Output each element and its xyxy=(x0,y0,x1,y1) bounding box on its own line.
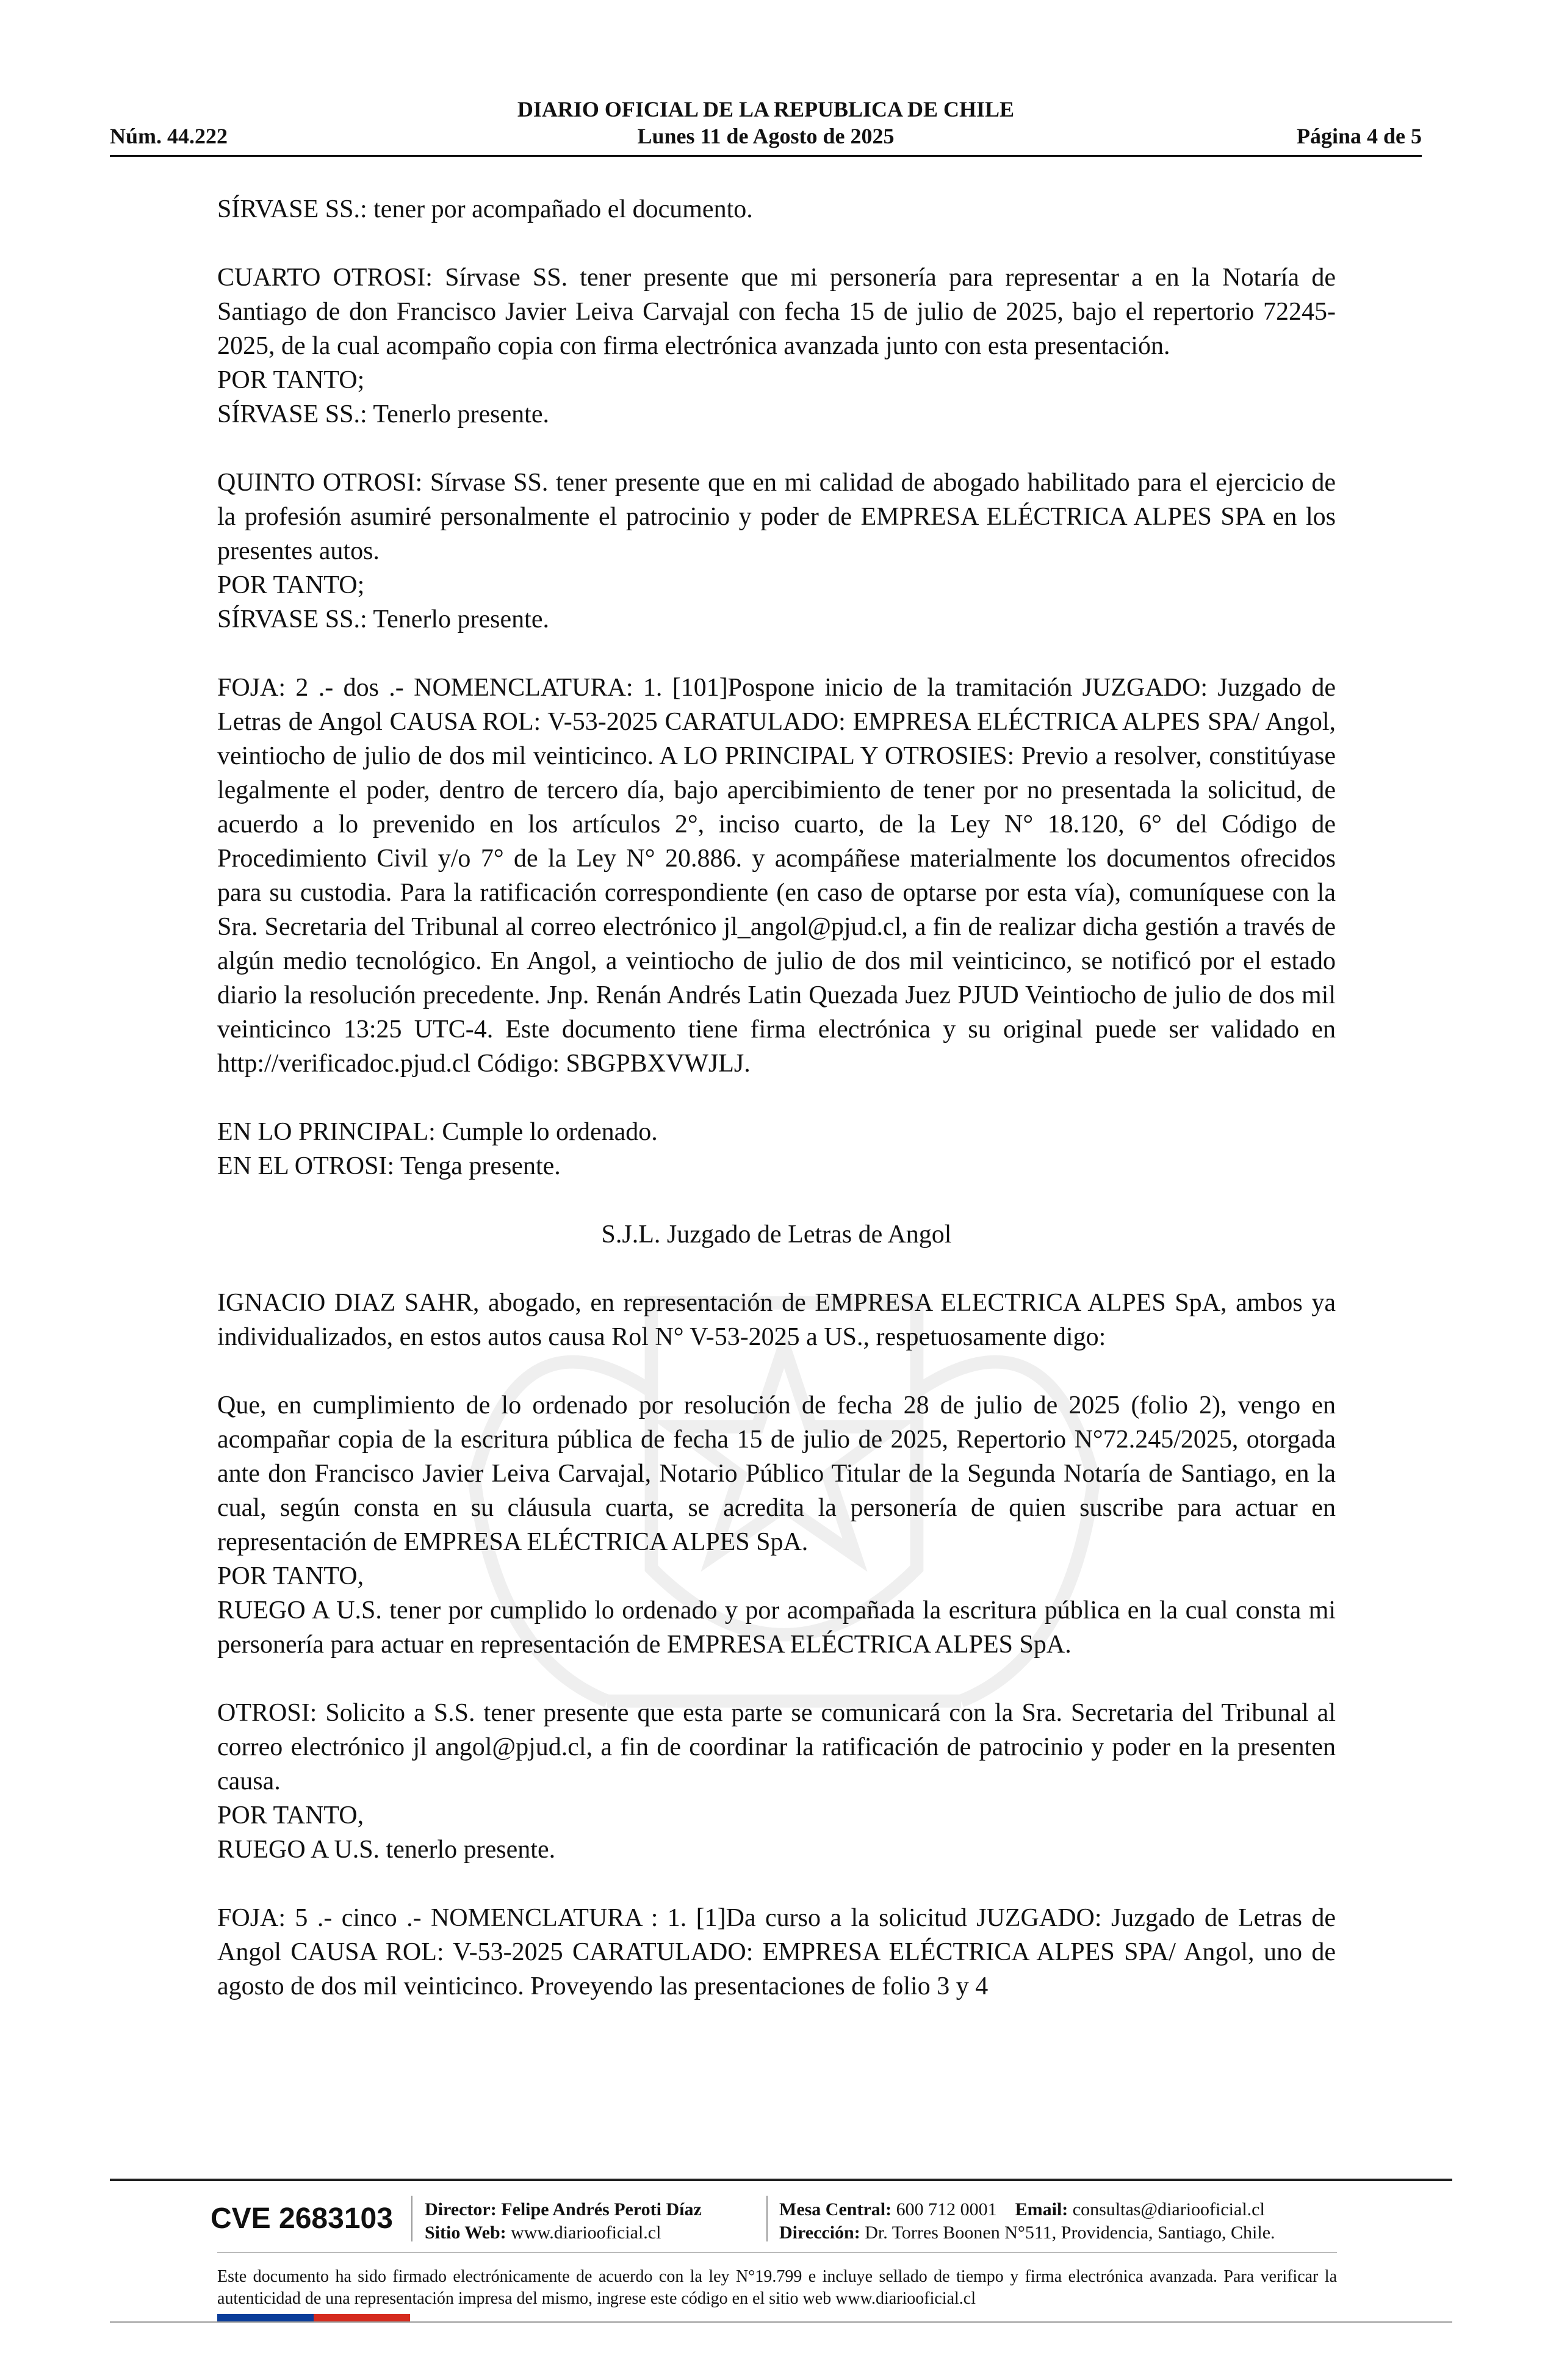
page-header xyxy=(110,92,1422,159)
paragraph-line: SÍRVASE SS.: Tenerlo presente. xyxy=(217,400,549,428)
paragraph xyxy=(217,1115,1336,1183)
paragraph-line: IGNACIO DIAZ SAHR, abogado, en representación de EMPRESA ELECTRICA ALPES SpA, ambos ya individualizados, en estos autos causa Rol N° V-53-2025 a US., respetuosamente digo: xyxy=(217,1289,1336,1351)
footer-mid-rule xyxy=(217,2252,1337,2253)
page-footer xyxy=(110,2179,1452,2337)
paragraph-line: POR TANTO, xyxy=(217,1801,364,1830)
paragraph-line: S.J.L. Juzgado de Letras de Angol xyxy=(601,1221,952,1249)
paragraph xyxy=(217,1286,1336,1354)
mesa-phone: 600 712 0001 xyxy=(896,2199,997,2220)
site-label: Sitio Web: xyxy=(425,2223,506,2243)
cve-code: CVE 2683103 xyxy=(211,2202,393,2235)
director-name: Felipe Andrés Peroti Díaz xyxy=(501,2199,702,2220)
paragraph-line: QUINTO OTROSI: Sírvase SS. tener presente que en mi calidad de abogado habilitado para el ejercicio de la profesión asumiré personalmente el patrocinio y poder de EMPRESA ELÉCTRICA ALPES SPA en los presentes autos. xyxy=(217,469,1336,565)
paragraph-line: SÍRVASE SS.: Tenerlo presente. xyxy=(217,605,549,633)
paragraph-line: CUARTO OTROSI: Sírvase SS. tener presente que mi personería para representar a en la Notaría de Santiago de don Francisco Javier Leiva Carvajal con fecha 15 de julio de 2025, bajo el repertorio 72245-2025, de la cual acompaño copia con firma electrónica avanzada junto con esta presentación. xyxy=(217,264,1336,360)
footer-bottom-rule xyxy=(110,2321,1452,2323)
page-number: Página 4 de 5 xyxy=(1296,124,1422,148)
site-link[interactable]: www.diariooficial.cl xyxy=(511,2223,661,2243)
paragraph-line: OTROSI: Solicito a S.S. tener presente que esta parte se comunicará con la Sra. Secretaria del Tribunal al correo electrónico jl angol@pjud.cl, a fin de coordinar la ratificación de patrocinio y poder en la presenten causa. xyxy=(217,1699,1336,1795)
paragraph xyxy=(217,1696,1336,1867)
paragraph-line: RUEGO A U.S. tener por cumplido lo ordenado y por acompañada la escritura pública en la cual consta mi personería para actuar en representación de EMPRESA ELÉCTRICA ALPES SpA. xyxy=(217,1596,1336,1659)
footer-legal-notice: Este documento ha sido firmado electrónicamente de acuerdo con la ley N°19.799 e incluye sellado de tiempo y firma electrónica avanzada. Para verificar la autenticidad de una representación impresa del mismo, ingrese este código en el sitio web www.diariooficial.cl xyxy=(217,2267,1337,2308)
paragraph-line: FOJA: 5 .- cinco .- NOMENCLATURA : 1. [1]Da curso a la solicitud JUZGADO: Juzgado de Letras de Angol CAUSA ROL: V-53-2025 CARATULADO: EMPRESA ELÉCTRICA ALPES SPA/ Angol, uno de agosto de dos mil veinticinco. Proveyendo las presentaciones de folio 3 y 4 xyxy=(217,1904,1336,2000)
footer-separator xyxy=(411,2196,412,2241)
paragraph-line: SÍRVASE SS.: tener por acompañado el documento. xyxy=(217,195,753,223)
paragraph xyxy=(217,671,1336,1081)
paragraph xyxy=(217,261,1336,431)
document-body xyxy=(217,192,1336,2038)
director-label: Director: xyxy=(425,2199,497,2220)
paragraph-line: EN LO PRINCIPAL: Cumple lo ordenado. xyxy=(217,1118,658,1146)
paragraph-line: FOJA: 2 .- dos .- NOMENCLATURA: 1. [101]Pospone inicio de la tramitación JUZGADO: Juzgado de Letras de Angol CAUSA ROL: V-53-2025 CARATULADO: EMPRESA ELÉCTRICA ALPES SPA/ Angol, veintiocho de julio de dos mil veinticinco. A LO PRINCIPAL Y OTROSIES: Previo a resolver, constitúyase legalmente el poder, dentro de tercero día, bajo apercibimiento de tener por no presentada la solicitud, de acuerdo a lo prevenido en los artículos 2°, inciso cuarto, de la Ley N° 18.120, 6° del Código de Procedimiento Civil y/o 7° de la Ley N° 20.886. y acompáñese materialmente los documentos ofrecidos para su custodia. Para la ratificación correspondiente (en caso de optarse por esta vía), comuníquese con la Sra. Secretaria del Tribunal al correo electrónico jl_angol@pjud.cl, a fin de realizar dicha gestión a través de algún medio tecnológico. En Angol, a veintiocho de julio de dos mil veinticinco, se notificó por el estado diario la resolución precedente. Jnp. Renán Andrés Latin Quezada Juez PJUD Veintiocho de julio de dos mil veinticinco 13:25 UTC-4. Este documento tiene firma electrónica y su original puede ser validado en http://verificadoc.pjud.cl Código: SBGPBXVWJLJ. xyxy=(217,674,1336,1078)
paragraph-line: EN EL OTROSI: Tenga presente. xyxy=(217,1152,561,1180)
header-rule xyxy=(110,155,1422,157)
paragraph-line: POR TANTO; xyxy=(217,571,365,599)
issue-number: Núm. 44.222 xyxy=(110,124,228,148)
footer-director-block xyxy=(425,2198,702,2245)
mesa-label: Mesa Central: xyxy=(779,2199,892,2220)
footer-top-rule xyxy=(110,2179,1452,2181)
issue-date: Lunes 11 de Agosto de 2025 xyxy=(637,124,895,148)
footer-separator xyxy=(766,2196,768,2241)
paragraph xyxy=(217,466,1336,636)
paragraph xyxy=(217,1388,1336,1662)
paragraph-line: POR TANTO, xyxy=(217,1562,364,1590)
address-label: Dirección: xyxy=(779,2223,860,2243)
paragraph xyxy=(217,192,1336,226)
paragraph xyxy=(217,1217,1336,1252)
email-link[interactable]: consultas@diariooficial.cl xyxy=(1072,2199,1265,2220)
paragraph-line: RUEGO A U.S. tenerlo presente. xyxy=(217,1836,556,1864)
paragraph-line: Que, en cumplimiento de lo ordenado por resolución de fecha 28 de julio de 2025 (folio 2), vengo en acompañar copia de la escritura pública de fecha 15 de julio de 2025, Repertorio N°72.245/2025, otorgada ante don Francisco Javier Leiva Carvajal, Notario Público Titular de la Segunda Notaría de Santiago, en la cual, según consta en su cláusula cuarta, se acredita la personería de quien suscribe para actuar en representación de EMPRESA ELÉCTRICA ALPES SpA. xyxy=(217,1391,1336,1556)
email-label: Email: xyxy=(1015,2199,1068,2220)
paragraph xyxy=(217,1901,1336,2003)
footer-contact-block xyxy=(779,2198,1275,2245)
gazette-title: DIARIO OFICIAL DE LA REPUBLICA DE CHILE xyxy=(517,97,1015,121)
paragraph-line: POR TANTO; xyxy=(217,366,365,394)
address-value: Dr. Torres Boonen N°511, Providencia, Santiago, Chile. xyxy=(865,2223,1275,2243)
